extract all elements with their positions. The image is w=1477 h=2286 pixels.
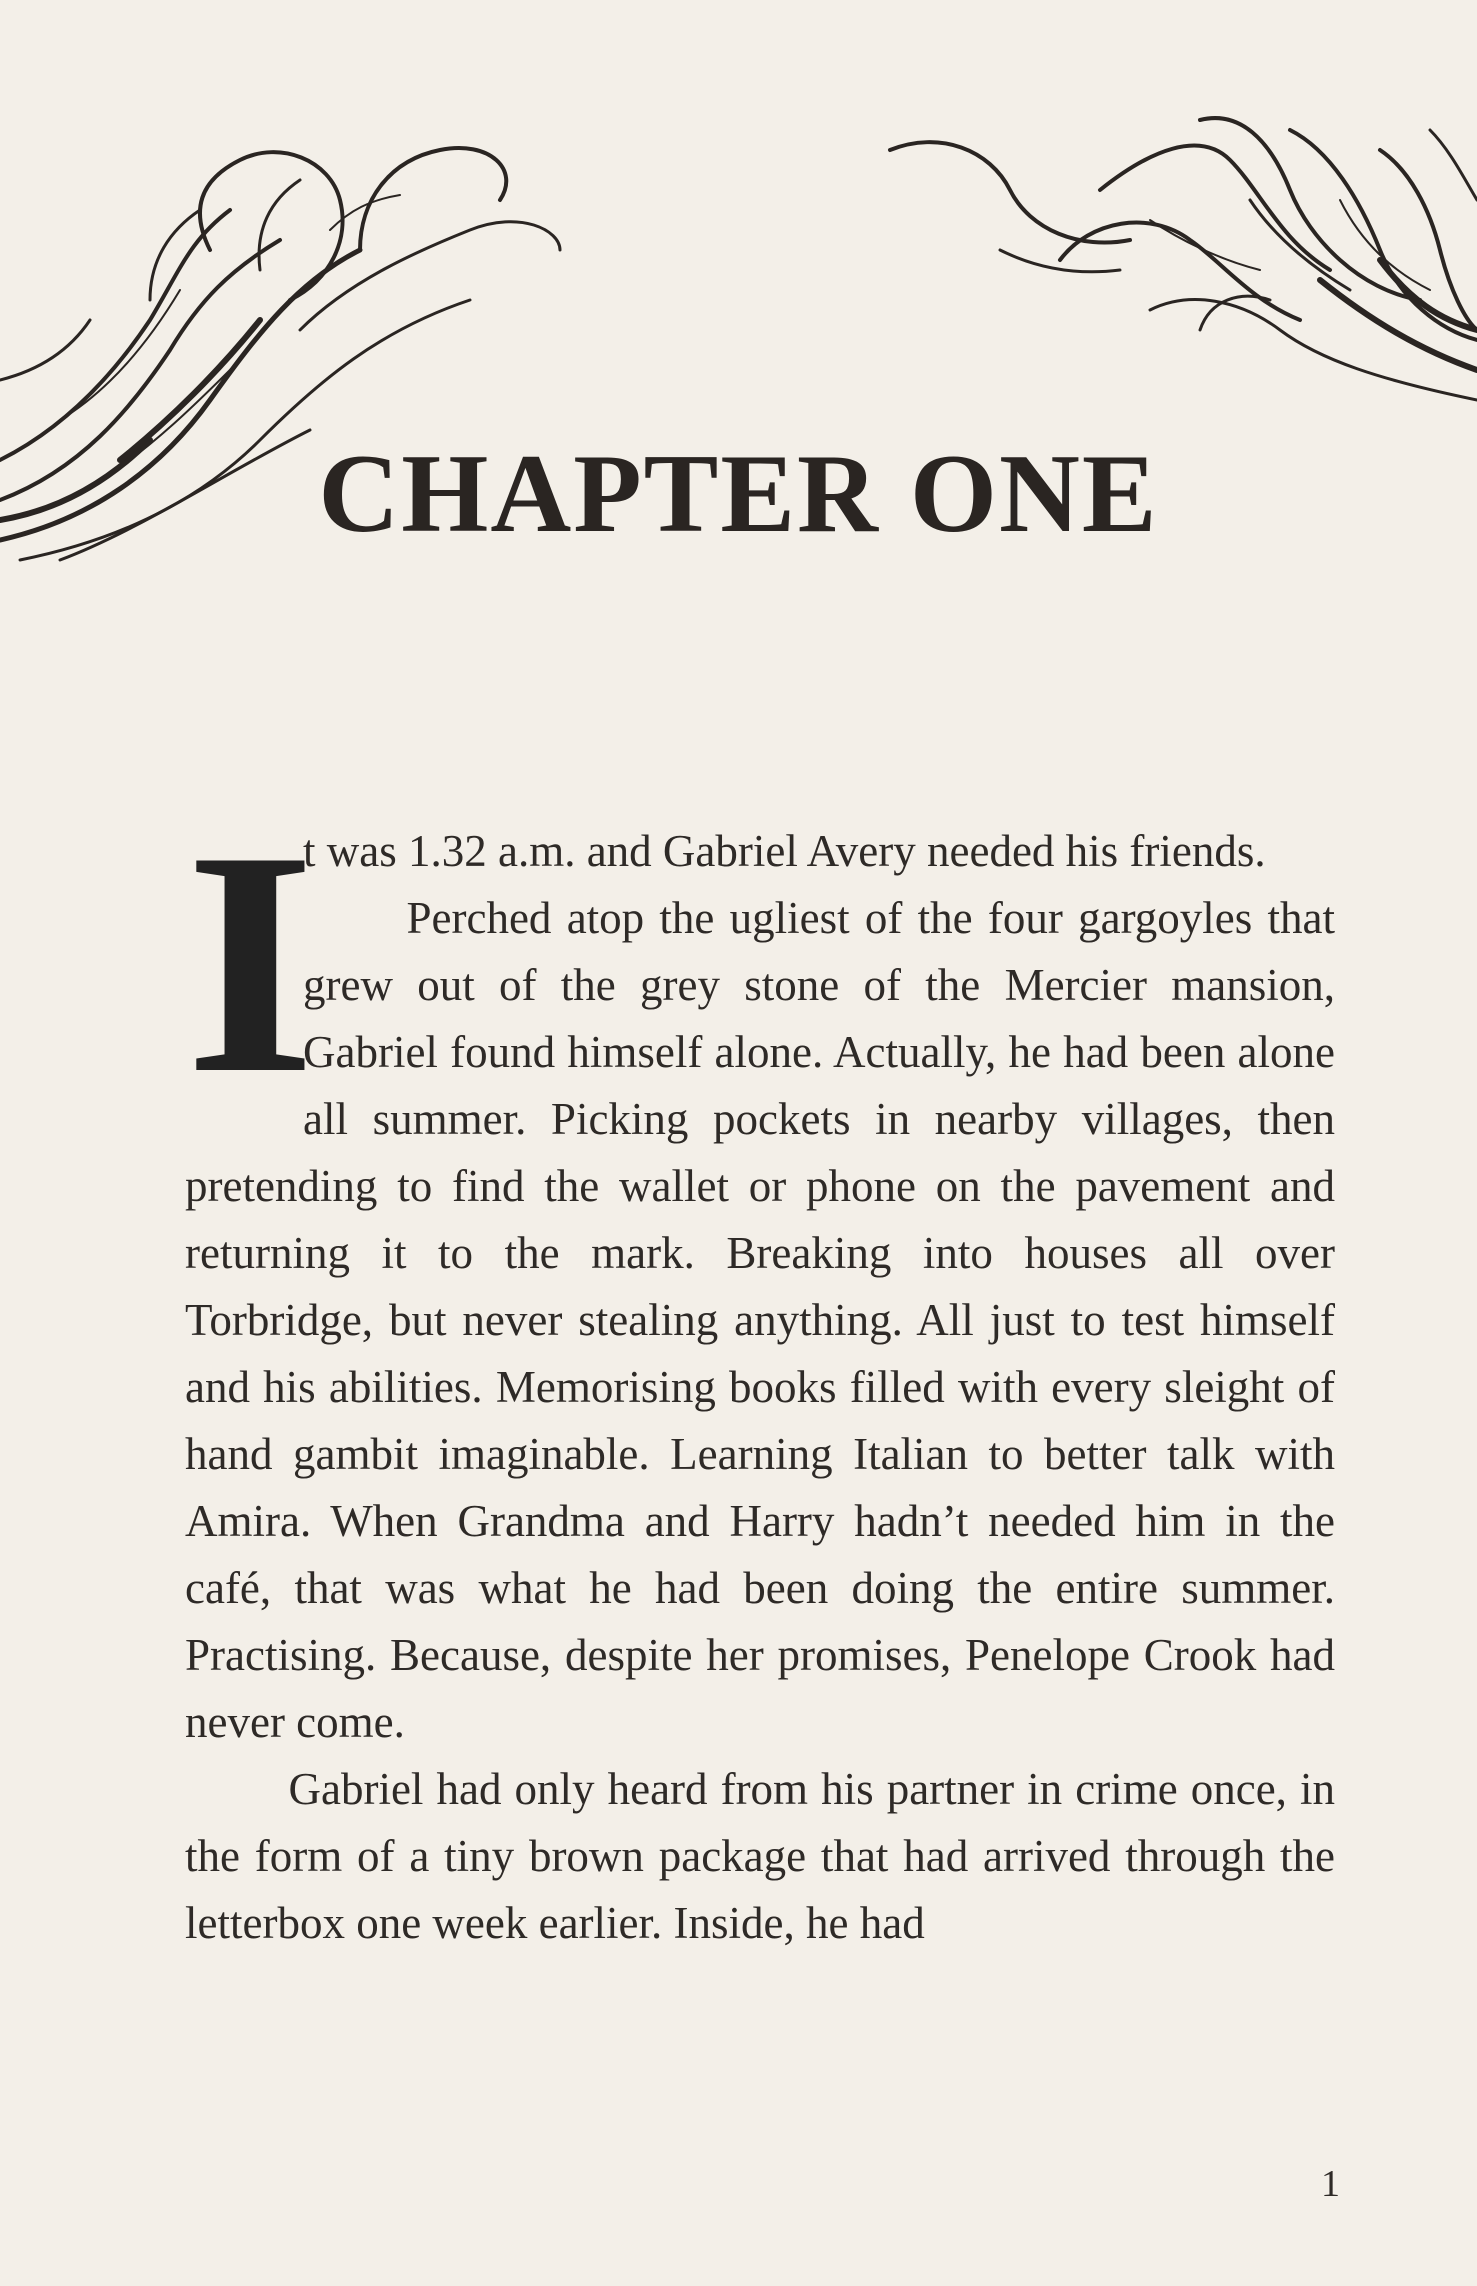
drop-cap-letter: I	[185, 786, 316, 1140]
chapter-title: CHAPTER ONE	[318, 432, 1159, 556]
paragraph: Gabriel had only heard from his partner in crime once, in the form of a tiny brown package that had arrived through the letterbox one week earlier. Inside, he had	[185, 1764, 1335, 1948]
page-number: 1	[1321, 2163, 1340, 2205]
drop-cap	[185, 786, 316, 1140]
paragraph: Perched atop the ugliest of the four gargoyles that grew out of the grey stone of the Mercier mansion, Gabriel found himself alone. Actually, he had been alone all summer. Picking pockets in nearby villages, then pretending to find the wallet or phone on the pavement and returning it to the mark. Breaking into houses all over Torbridge, but never stealing anything. All just to test himself and his abilities. Memorising books filled with every sleight of hand gambit imaginable. Learning Italian to better talk with Amira. When Grandma and Harry hadn’t needed him in the café, that was what he had been doing the entire summer. Practising. Because, despite her promises, Penelope Crook had never come.	[185, 893, 1335, 1747]
chapter-body	[185, 786, 1335, 1957]
paragraph: t was 1.32 a.m. and Gabriel Avery needed his friends.	[303, 826, 1266, 876]
